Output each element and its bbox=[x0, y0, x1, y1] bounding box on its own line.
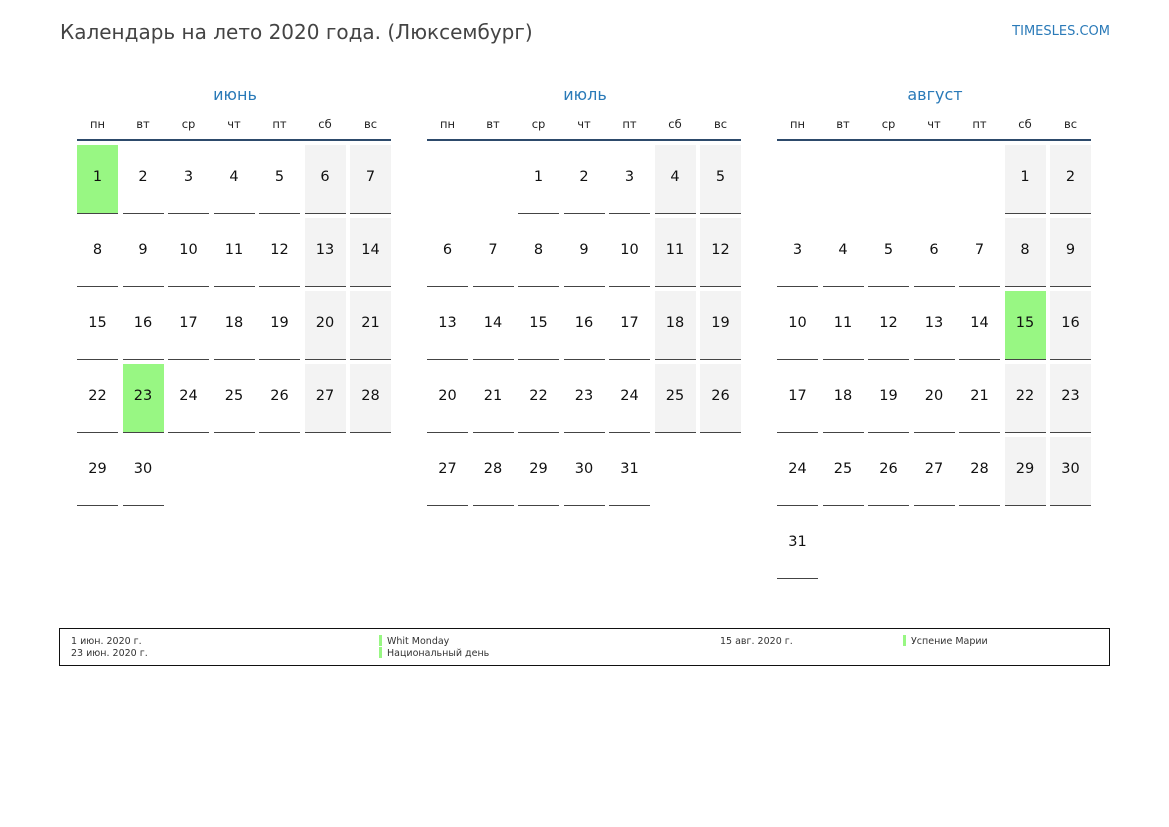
empty-cell bbox=[868, 145, 909, 213]
weekday-header bbox=[777, 117, 1093, 139]
day-cell bbox=[305, 291, 346, 360]
weekday-label: пн bbox=[789, 117, 806, 131]
day-number: 6 bbox=[929, 242, 939, 258]
day-cell bbox=[1050, 437, 1091, 506]
empty-cell bbox=[914, 145, 955, 213]
day-cell bbox=[1050, 364, 1091, 433]
week-row bbox=[77, 437, 393, 506]
day-number: 25 bbox=[665, 388, 685, 404]
day-number: 8 bbox=[1020, 242, 1030, 258]
day-number: 27 bbox=[924, 461, 944, 477]
day-number: 19 bbox=[711, 315, 730, 331]
day-cell bbox=[1050, 145, 1091, 214]
weekday-label: ср bbox=[531, 117, 546, 131]
day-cell bbox=[473, 364, 514, 433]
weekday-label: пт bbox=[272, 117, 287, 131]
day-cell bbox=[914, 291, 955, 360]
holiday-legend bbox=[59, 628, 1110, 666]
day-cell bbox=[518, 218, 559, 287]
day-cell bbox=[655, 364, 696, 433]
day-number: 12 bbox=[879, 315, 898, 331]
day-number: 9 bbox=[579, 242, 589, 258]
empty-cell bbox=[823, 510, 864, 578]
day-cell bbox=[77, 437, 118, 506]
day-grid bbox=[777, 145, 1093, 579]
day-cell bbox=[168, 145, 209, 214]
day-cell bbox=[77, 364, 118, 433]
day-cell bbox=[609, 291, 650, 360]
day-number: 26 bbox=[879, 461, 898, 477]
day-number: 7 bbox=[488, 242, 498, 258]
day-number: 30 bbox=[574, 461, 594, 477]
legend-name-1: Whit Monday bbox=[387, 636, 450, 647]
day-cell bbox=[518, 145, 559, 214]
page-title: Календарь на лето 2020 года. (Люксембург) bbox=[60, 20, 533, 44]
day-number: 16 bbox=[1061, 315, 1080, 331]
week-row bbox=[777, 218, 1093, 287]
legend-holiday-marker bbox=[379, 647, 382, 658]
day-cell bbox=[914, 364, 955, 433]
day-number: 18 bbox=[665, 315, 685, 331]
day-number: 25 bbox=[224, 388, 244, 404]
month-name: июль bbox=[563, 85, 607, 104]
month-0 bbox=[77, 84, 393, 510]
day-number: 24 bbox=[179, 388, 198, 404]
month-1 bbox=[427, 84, 743, 510]
day-cell bbox=[427, 291, 468, 360]
day-number: 26 bbox=[711, 388, 730, 404]
day-cell bbox=[868, 364, 909, 433]
empty-cell bbox=[914, 510, 955, 578]
day-number: 13 bbox=[438, 315, 457, 331]
day-cell bbox=[427, 218, 468, 287]
day-cell bbox=[609, 145, 650, 214]
day-cell bbox=[914, 218, 955, 287]
weekday-label: чт bbox=[227, 117, 241, 131]
weekday-label: пн bbox=[89, 117, 106, 131]
day-number: 8 bbox=[533, 242, 544, 258]
day-cell bbox=[350, 364, 391, 433]
legend-holiday-marker bbox=[903, 635, 906, 646]
day-cell bbox=[77, 291, 118, 360]
day-cell bbox=[959, 364, 1000, 433]
week-row bbox=[77, 145, 393, 214]
day-number: 21 bbox=[361, 315, 380, 331]
week-row bbox=[777, 510, 1093, 579]
day-cell bbox=[777, 510, 818, 579]
day-number: 18 bbox=[224, 315, 244, 331]
day-number: 9 bbox=[1065, 242, 1076, 258]
day-cell bbox=[959, 437, 1000, 506]
day-number: 11 bbox=[224, 242, 244, 258]
weekday-header bbox=[77, 117, 393, 139]
empty-cell bbox=[168, 437, 209, 505]
day-cell bbox=[473, 437, 514, 506]
empty-cell bbox=[350, 437, 391, 505]
day-cell bbox=[259, 145, 300, 214]
day-cell bbox=[868, 291, 909, 360]
day-grid bbox=[77, 145, 393, 506]
weekday-label: пт bbox=[622, 117, 637, 131]
day-number: 22 bbox=[529, 388, 548, 404]
day-cell bbox=[1050, 291, 1091, 360]
day-number: 24 bbox=[788, 461, 807, 477]
day-cell bbox=[518, 437, 559, 506]
day-cell bbox=[655, 218, 696, 287]
empty-cell bbox=[777, 145, 818, 213]
week-row bbox=[427, 364, 743, 433]
month-2 bbox=[777, 84, 1093, 583]
week-row bbox=[427, 218, 743, 287]
day-number: 4 bbox=[670, 169, 680, 185]
day-number: 13 bbox=[924, 315, 944, 331]
day-cell bbox=[564, 291, 605, 360]
day-grid bbox=[427, 145, 743, 506]
day-number: 23 bbox=[133, 388, 153, 404]
day-cell bbox=[609, 437, 650, 506]
weekday-label: вт bbox=[836, 117, 850, 131]
day-number: 29 bbox=[88, 461, 107, 477]
day-number: 31 bbox=[620, 461, 639, 477]
day-number: 4 bbox=[229, 169, 239, 185]
day-cell bbox=[700, 145, 741, 214]
day-cell bbox=[655, 291, 696, 360]
weekday-label: вс bbox=[1063, 117, 1078, 131]
empty-cell bbox=[959, 510, 1000, 578]
day-number: 7 bbox=[365, 169, 376, 185]
weekday-label: ср bbox=[181, 117, 196, 131]
week-row bbox=[777, 145, 1093, 214]
day-number: 13 bbox=[315, 242, 335, 258]
day-number: 17 bbox=[179, 315, 198, 331]
weekday-label: вс bbox=[713, 117, 728, 131]
day-number: 1 bbox=[1020, 169, 1030, 185]
day-cell bbox=[77, 218, 118, 287]
weekday-label: вт bbox=[486, 117, 500, 131]
day-cell bbox=[700, 218, 741, 287]
day-cell bbox=[1050, 218, 1091, 287]
day-cell bbox=[777, 291, 818, 360]
header-divider bbox=[427, 139, 741, 141]
day-cell bbox=[473, 218, 514, 287]
week-row bbox=[777, 437, 1093, 506]
empty-cell bbox=[700, 437, 741, 505]
weekday-label: сб bbox=[318, 117, 332, 131]
day-cell bbox=[427, 437, 468, 506]
day-number: 27 bbox=[438, 461, 457, 477]
day-number: 17 bbox=[620, 315, 639, 331]
legend-date-3: 15 авг. 2020 г. bbox=[720, 636, 793, 647]
day-number: 25 bbox=[833, 461, 853, 477]
day-cell bbox=[168, 364, 209, 433]
empty-cell bbox=[473, 145, 514, 213]
day-number: 12 bbox=[711, 242, 730, 258]
week-row bbox=[777, 291, 1093, 360]
weekday-label: пт bbox=[972, 117, 987, 131]
weekday-label: сб bbox=[1018, 117, 1032, 131]
day-number: 15 bbox=[1015, 315, 1035, 331]
weekday-label: сб bbox=[668, 117, 682, 131]
day-cell bbox=[564, 145, 605, 214]
day-cell bbox=[823, 218, 864, 287]
day-cell bbox=[168, 218, 209, 287]
day-number: 24 bbox=[620, 388, 639, 404]
header-divider bbox=[77, 139, 391, 141]
empty-cell bbox=[427, 145, 468, 213]
day-number: 2 bbox=[579, 169, 589, 185]
holiday-day-cell bbox=[1005, 291, 1046, 360]
day-number: 15 bbox=[529, 315, 548, 331]
day-number: 5 bbox=[715, 169, 726, 185]
weekday-label: ср bbox=[881, 117, 896, 131]
day-cell bbox=[214, 218, 255, 287]
week-row bbox=[427, 291, 743, 360]
day-cell bbox=[473, 291, 514, 360]
day-number: 16 bbox=[133, 315, 153, 331]
week-row bbox=[77, 291, 393, 360]
day-cell bbox=[823, 291, 864, 360]
day-cell bbox=[564, 364, 605, 433]
day-number: 28 bbox=[970, 461, 989, 477]
day-number: 28 bbox=[483, 461, 503, 477]
holiday-day-cell bbox=[77, 145, 118, 214]
day-number: 2 bbox=[138, 169, 148, 185]
day-number: 18 bbox=[833, 388, 853, 404]
legend-holiday-marker bbox=[379, 635, 382, 646]
day-number: 30 bbox=[1061, 461, 1080, 477]
day-cell bbox=[1005, 218, 1046, 287]
day-number: 11 bbox=[665, 242, 685, 258]
day-number: 14 bbox=[361, 242, 380, 258]
day-cell bbox=[914, 437, 955, 506]
day-number: 22 bbox=[88, 388, 107, 404]
day-number: 23 bbox=[1061, 388, 1080, 404]
day-number: 30 bbox=[133, 461, 153, 477]
day-number: 8 bbox=[92, 242, 103, 258]
day-cell bbox=[1005, 145, 1046, 214]
day-number: 4 bbox=[838, 242, 848, 258]
day-number: 17 bbox=[788, 388, 807, 404]
day-cell bbox=[959, 218, 1000, 287]
day-cell bbox=[305, 145, 346, 214]
day-cell bbox=[1005, 364, 1046, 433]
day-number: 15 bbox=[88, 315, 107, 331]
day-cell bbox=[259, 218, 300, 287]
day-number: 5 bbox=[274, 169, 285, 185]
day-cell bbox=[350, 145, 391, 214]
empty-cell bbox=[1005, 510, 1046, 578]
empty-cell bbox=[868, 510, 909, 578]
day-number: 10 bbox=[179, 242, 198, 258]
legend-name-2: Национальный день bbox=[387, 648, 490, 659]
empty-cell bbox=[259, 437, 300, 505]
day-cell bbox=[123, 437, 164, 506]
day-number: 14 bbox=[970, 315, 989, 331]
day-cell bbox=[123, 291, 164, 360]
legend-date-2: 23 июн. 2020 г. bbox=[71, 648, 148, 659]
day-cell bbox=[305, 218, 346, 287]
day-number: 26 bbox=[270, 388, 289, 404]
weekday-label: чт bbox=[927, 117, 941, 131]
day-cell bbox=[564, 437, 605, 506]
day-number: 6 bbox=[442, 242, 453, 258]
day-cell bbox=[350, 218, 391, 287]
day-number: 3 bbox=[624, 169, 635, 185]
day-cell bbox=[609, 218, 650, 287]
weekday-label: вс bbox=[363, 117, 378, 131]
day-number: 21 bbox=[483, 388, 503, 404]
empty-cell bbox=[959, 145, 1000, 213]
day-cell bbox=[868, 218, 909, 287]
holiday-day-cell bbox=[123, 364, 164, 433]
day-number: 9 bbox=[138, 242, 148, 258]
day-cell bbox=[214, 145, 255, 214]
day-cell bbox=[305, 364, 346, 433]
empty-cell bbox=[1050, 510, 1091, 578]
weekday-label: пн bbox=[439, 117, 456, 131]
month-name: июнь bbox=[213, 85, 257, 104]
day-number: 19 bbox=[270, 315, 289, 331]
weekday-label: чт bbox=[577, 117, 591, 131]
day-number: 3 bbox=[183, 169, 194, 185]
day-cell bbox=[655, 145, 696, 214]
day-number: 20 bbox=[924, 388, 944, 404]
week-row bbox=[77, 218, 393, 287]
week-row bbox=[777, 364, 1093, 433]
day-number: 14 bbox=[483, 315, 503, 331]
day-number: 31 bbox=[788, 534, 807, 550]
week-row bbox=[427, 145, 743, 214]
day-cell bbox=[564, 218, 605, 287]
legend-date-1: 1 июн. 2020 г. bbox=[71, 636, 142, 647]
day-cell bbox=[259, 364, 300, 433]
day-cell bbox=[959, 291, 1000, 360]
day-cell bbox=[168, 291, 209, 360]
day-cell bbox=[518, 364, 559, 433]
day-cell bbox=[700, 364, 741, 433]
day-number: 29 bbox=[529, 461, 548, 477]
day-number: 22 bbox=[1015, 388, 1035, 404]
day-number: 5 bbox=[883, 242, 894, 258]
day-cell bbox=[214, 364, 255, 433]
day-cell bbox=[868, 437, 909, 506]
day-cell bbox=[350, 291, 391, 360]
day-number: 2 bbox=[1065, 169, 1076, 185]
empty-cell bbox=[214, 437, 255, 505]
day-number: 21 bbox=[970, 388, 989, 404]
day-cell bbox=[1005, 437, 1046, 506]
day-number: 16 bbox=[574, 315, 594, 331]
empty-cell bbox=[305, 437, 346, 505]
day-cell bbox=[518, 291, 559, 360]
site-link[interactable]: TIMESLES.COM bbox=[1012, 24, 1110, 39]
day-cell bbox=[123, 145, 164, 214]
day-cell bbox=[259, 291, 300, 360]
day-number: 10 bbox=[620, 242, 639, 258]
empty-cell bbox=[655, 437, 696, 505]
day-cell bbox=[427, 364, 468, 433]
day-number: 6 bbox=[320, 169, 330, 185]
month-name: август bbox=[907, 85, 963, 104]
day-number: 10 bbox=[788, 315, 807, 331]
day-number: 1 bbox=[533, 169, 544, 185]
day-number: 23 bbox=[574, 388, 594, 404]
day-number: 7 bbox=[974, 242, 985, 258]
day-cell bbox=[777, 364, 818, 433]
day-number: 11 bbox=[833, 315, 853, 331]
day-cell bbox=[214, 291, 255, 360]
day-cell bbox=[823, 437, 864, 506]
day-cell bbox=[609, 364, 650, 433]
day-number: 19 bbox=[879, 388, 898, 404]
day-cell bbox=[777, 218, 818, 287]
week-row bbox=[77, 364, 393, 433]
day-number: 3 bbox=[792, 242, 803, 258]
week-row bbox=[427, 437, 743, 506]
day-number: 28 bbox=[361, 388, 380, 404]
day-number: 12 bbox=[270, 242, 289, 258]
day-number: 20 bbox=[438, 388, 457, 404]
weekday-label: вт bbox=[136, 117, 150, 131]
day-cell bbox=[700, 291, 741, 360]
legend-name-3: Успение Марии bbox=[911, 636, 988, 647]
day-number: 1 bbox=[92, 169, 103, 185]
day-number: 27 bbox=[315, 388, 335, 404]
empty-cell bbox=[823, 145, 864, 213]
weekday-header bbox=[427, 117, 743, 139]
day-number: 20 bbox=[315, 315, 335, 331]
day-cell bbox=[777, 437, 818, 506]
day-cell bbox=[823, 364, 864, 433]
day-cell bbox=[123, 218, 164, 287]
day-number: 29 bbox=[1015, 461, 1035, 477]
header-divider bbox=[777, 139, 1091, 141]
